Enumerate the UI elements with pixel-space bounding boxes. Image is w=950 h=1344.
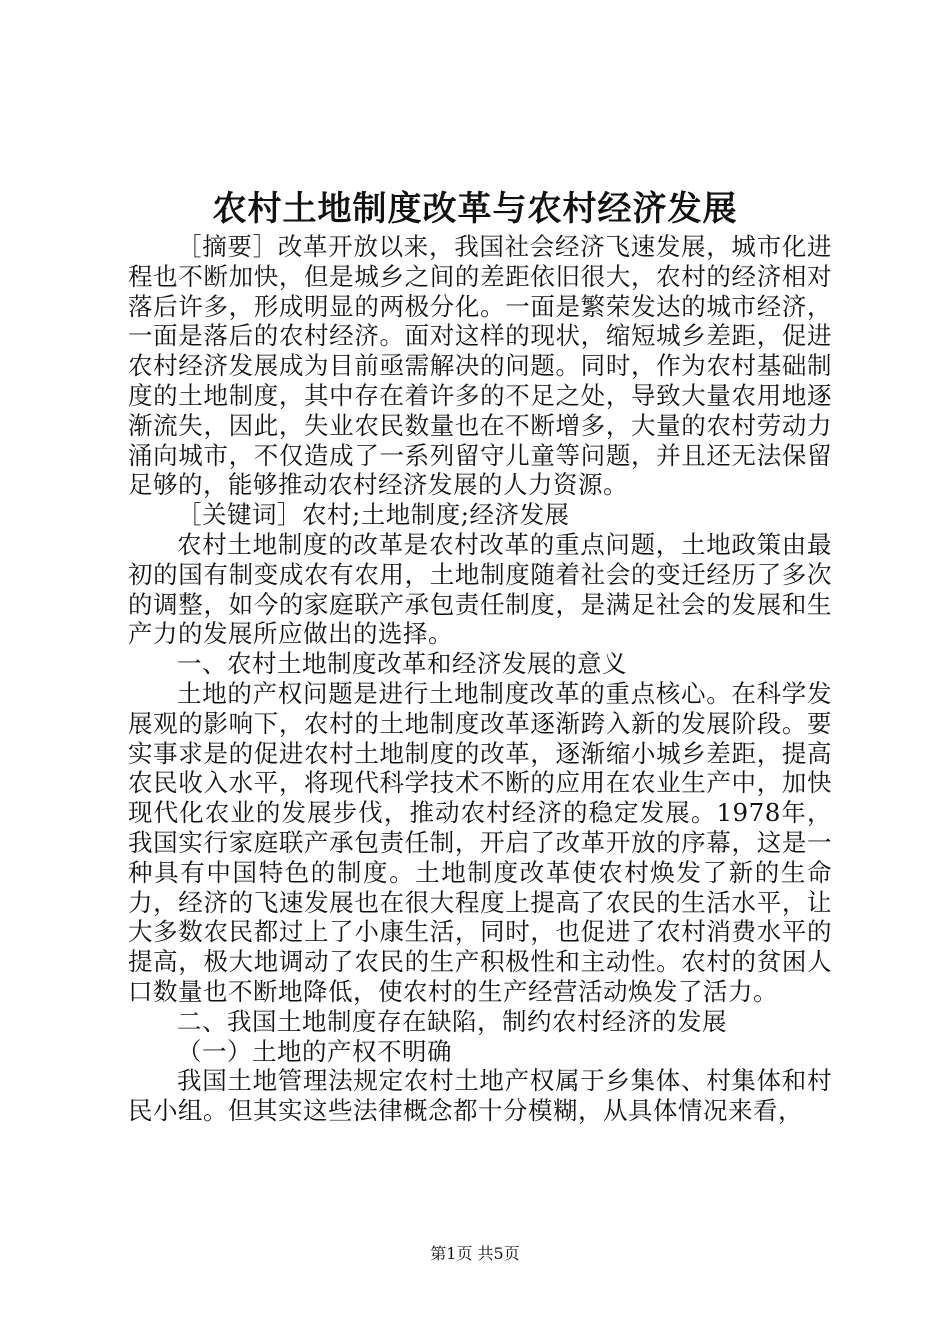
keywords-paragraph: ［关键词］农村;土地制度;经济发展	[177, 500, 570, 530]
intro-paragraph: 农村土地制度的改革是农村改革的重点问题，土地政策由最初的国有制变成农有农用，土地制度随着社会的变迁经历了多次的调整，如今的家庭联产承包责任制度，是满足社会的发展和生产力的发展所应做出的选择。	[128, 529, 832, 649]
subsection-1-paragraph: 我国土地管理法规定农村土地产权属于乡集体、村集体和村民小组。但其实这些法律概念都十分模糊，从具体情况来看，	[128, 1066, 832, 1126]
page-footer: 第1页 共5页	[430, 1244, 520, 1263]
document-title: 农村土地制度改革与农村经济发展	[212, 189, 738, 229]
section-heading-1: 一、农村土地制度改革和经济发展的意义	[177, 649, 627, 679]
abstract-paragraph: ［摘要］改革开放以来，我国社会经济飞速发展，城市化进程也不断加快，但是城乡之间的差距依旧很大，农村的经济相对落后许多，形成明显的两极分化。一面是繁荣发达的城市经济，一面是落后的农村经济。面对这样的现状，缩短城乡差距，促进农村经济发展成为目前亟需解决的问题。同时，作为农村基础制度的土地制度，其中存在着许多的不足之处，导致大量农用地逐渐流失，因此，失业农民数量也在不断增多，大量的农村劳动力涌向城市，不仅造成了一系列留守儿童等问题，并且还无法保留足够的，能够推动农村经济发展的人力资源。	[128, 232, 832, 500]
section-heading-2: 二、我国土地制度存在缺陷，制约农村经济的发展	[177, 1006, 727, 1036]
subsection-heading-1: （一）土地的产权不明确	[177, 1036, 452, 1066]
document-body	[128, 232, 832, 1126]
section-1-paragraph: 土地的产权问题是进行土地制度改革的重点核心。在科学发展观的影响下，农村的土地制度改革逐渐跨入新的发展阶段。要实事求是的促进农村土地制度的改革，逐渐缩小城乡差距，提高农民收入水平，将现代科学技术不断的应用在农业生产中，加快现代化农业的发展步伐，推动农村经济的稳定发展。1978年，我国实行家庭联产承包责任制，开启了改革开放的序幕，这是一种具有中国特色的制度。土地制度改革使农村焕发了新的生命力，经济的飞速发展也在很大程度上提高了农民的生活水平，让大多数农民都过上了小康生活，同时，也促进了农村消费水平的提高，极大地调动了农民的生产积极性和主动性。农村的贫困人口数量也不断地降低，使农村的生产经营活动焕发了活力。	[128, 678, 832, 1006]
